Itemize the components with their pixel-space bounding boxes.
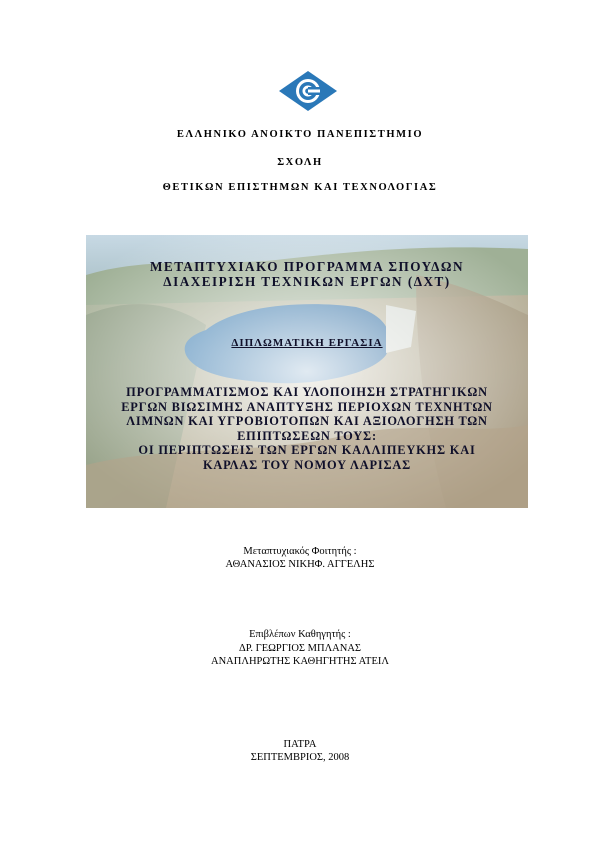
thesis-title	[86, 385, 528, 473]
program-line-1: ΜΕΤΑΠΤΥΧΙΑΚΟ ΠΡΟΓΡΑΜΜΑ ΣΠΟΥΔΩΝ	[149, 259, 464, 274]
supervisor-label: Επιβλέπων Καθηγητής :	[249, 629, 351, 640]
lake-photo-banner	[86, 235, 528, 508]
student-name: ΑΘΑΝΑΣΙΟΣ ΝΙΚΗΦ. ΑΓΓΕΛΗΣ	[225, 559, 375, 570]
date: ΣΕΠΤΕΜΒΡΙΟΣ, 2008	[250, 752, 350, 763]
school-name: ΘΕΤΙΚΩΝ ΕΠΙΣΤΗΜΩΝ ΚΑΙ ΤΕΧΝΟΛΟΓΙΑΣ	[162, 182, 438, 193]
university-name: ΕΛΛΗΝΙΚΟ ΑΝΟΙΚΤΟ ΠΑΝΕΠΙΣΤΗΜΙΟ	[176, 129, 424, 140]
supervisor-role: ΑΝΑΠΛΗΡΩΤΗΣ ΚΑΘΗΓΗΤΗΣ ΑΤΕΙΛ	[211, 656, 389, 667]
program-title	[86, 260, 528, 289]
title-line: ΛΙΜΝΩΝ ΚΑΙ ΥΓΡΟΒΙΟΤΟΠΩΝ ΚΑΙ ΑΞΙΟΛΟΓΗΣΗ ΤΩΝ	[126, 414, 488, 429]
supervisor-name: ΔΡ. ΓΕΩΡΓΙΟΣ ΜΠΛΑΝΑΣ	[238, 643, 362, 654]
title-line: ΠΡΟΓΡΑΜΜΑΤΙΣΜΟΣ ΚΑΙ ΥΛΟΠΟΙΗΣΗ ΣΤΡΑΤΗΓΙΚΩΝ	[126, 385, 488, 399]
title-line: ΕΠΙΠΤΩΣΕΩΝ ΤΟΥΣ:	[237, 428, 377, 443]
thesis-label-text: ΔΙΠΛΩΜΑΤΙΚΗ ΕΡΓΑΣΙΑ	[231, 337, 383, 349]
student-label: Μεταπτυχιακός Φοιτητής :	[243, 546, 357, 557]
title-line: ΚΑΡΛΑΣ ΤΟΥ ΝΟΜΟΥ ΛΑΡΙΣΑΣ	[202, 457, 412, 472]
program-line-2: ΔΙΑΧΕΙΡΙΣΗ ΤΕΧΝΙΚΩΝ ΕΡΓΩΝ (ΔΧΤ)	[163, 273, 451, 289]
title-line: ΕΡΓΩΝ ΒΙΩΣΙΜΗΣ ΑΝΑΠΤΥΞΗΣ ΠΕΡΙΟΧΩΝ ΤΕΧΝΗΤΩΝ	[121, 399, 493, 414]
title-line: ΟΙ ΠΕΡΙΠΤΩΣΕΙΣ ΤΩΝ ΕΡΓΩΝ ΚΑΛΛΙΠΕΥΚΗΣ ΚΑΙ	[138, 443, 476, 458]
city: ΠΑΤΡΑ	[283, 739, 317, 750]
university-logo-icon	[278, 70, 338, 112]
thesis-label	[86, 337, 528, 349]
school-label: ΣΧΟΛΗ	[277, 157, 323, 168]
